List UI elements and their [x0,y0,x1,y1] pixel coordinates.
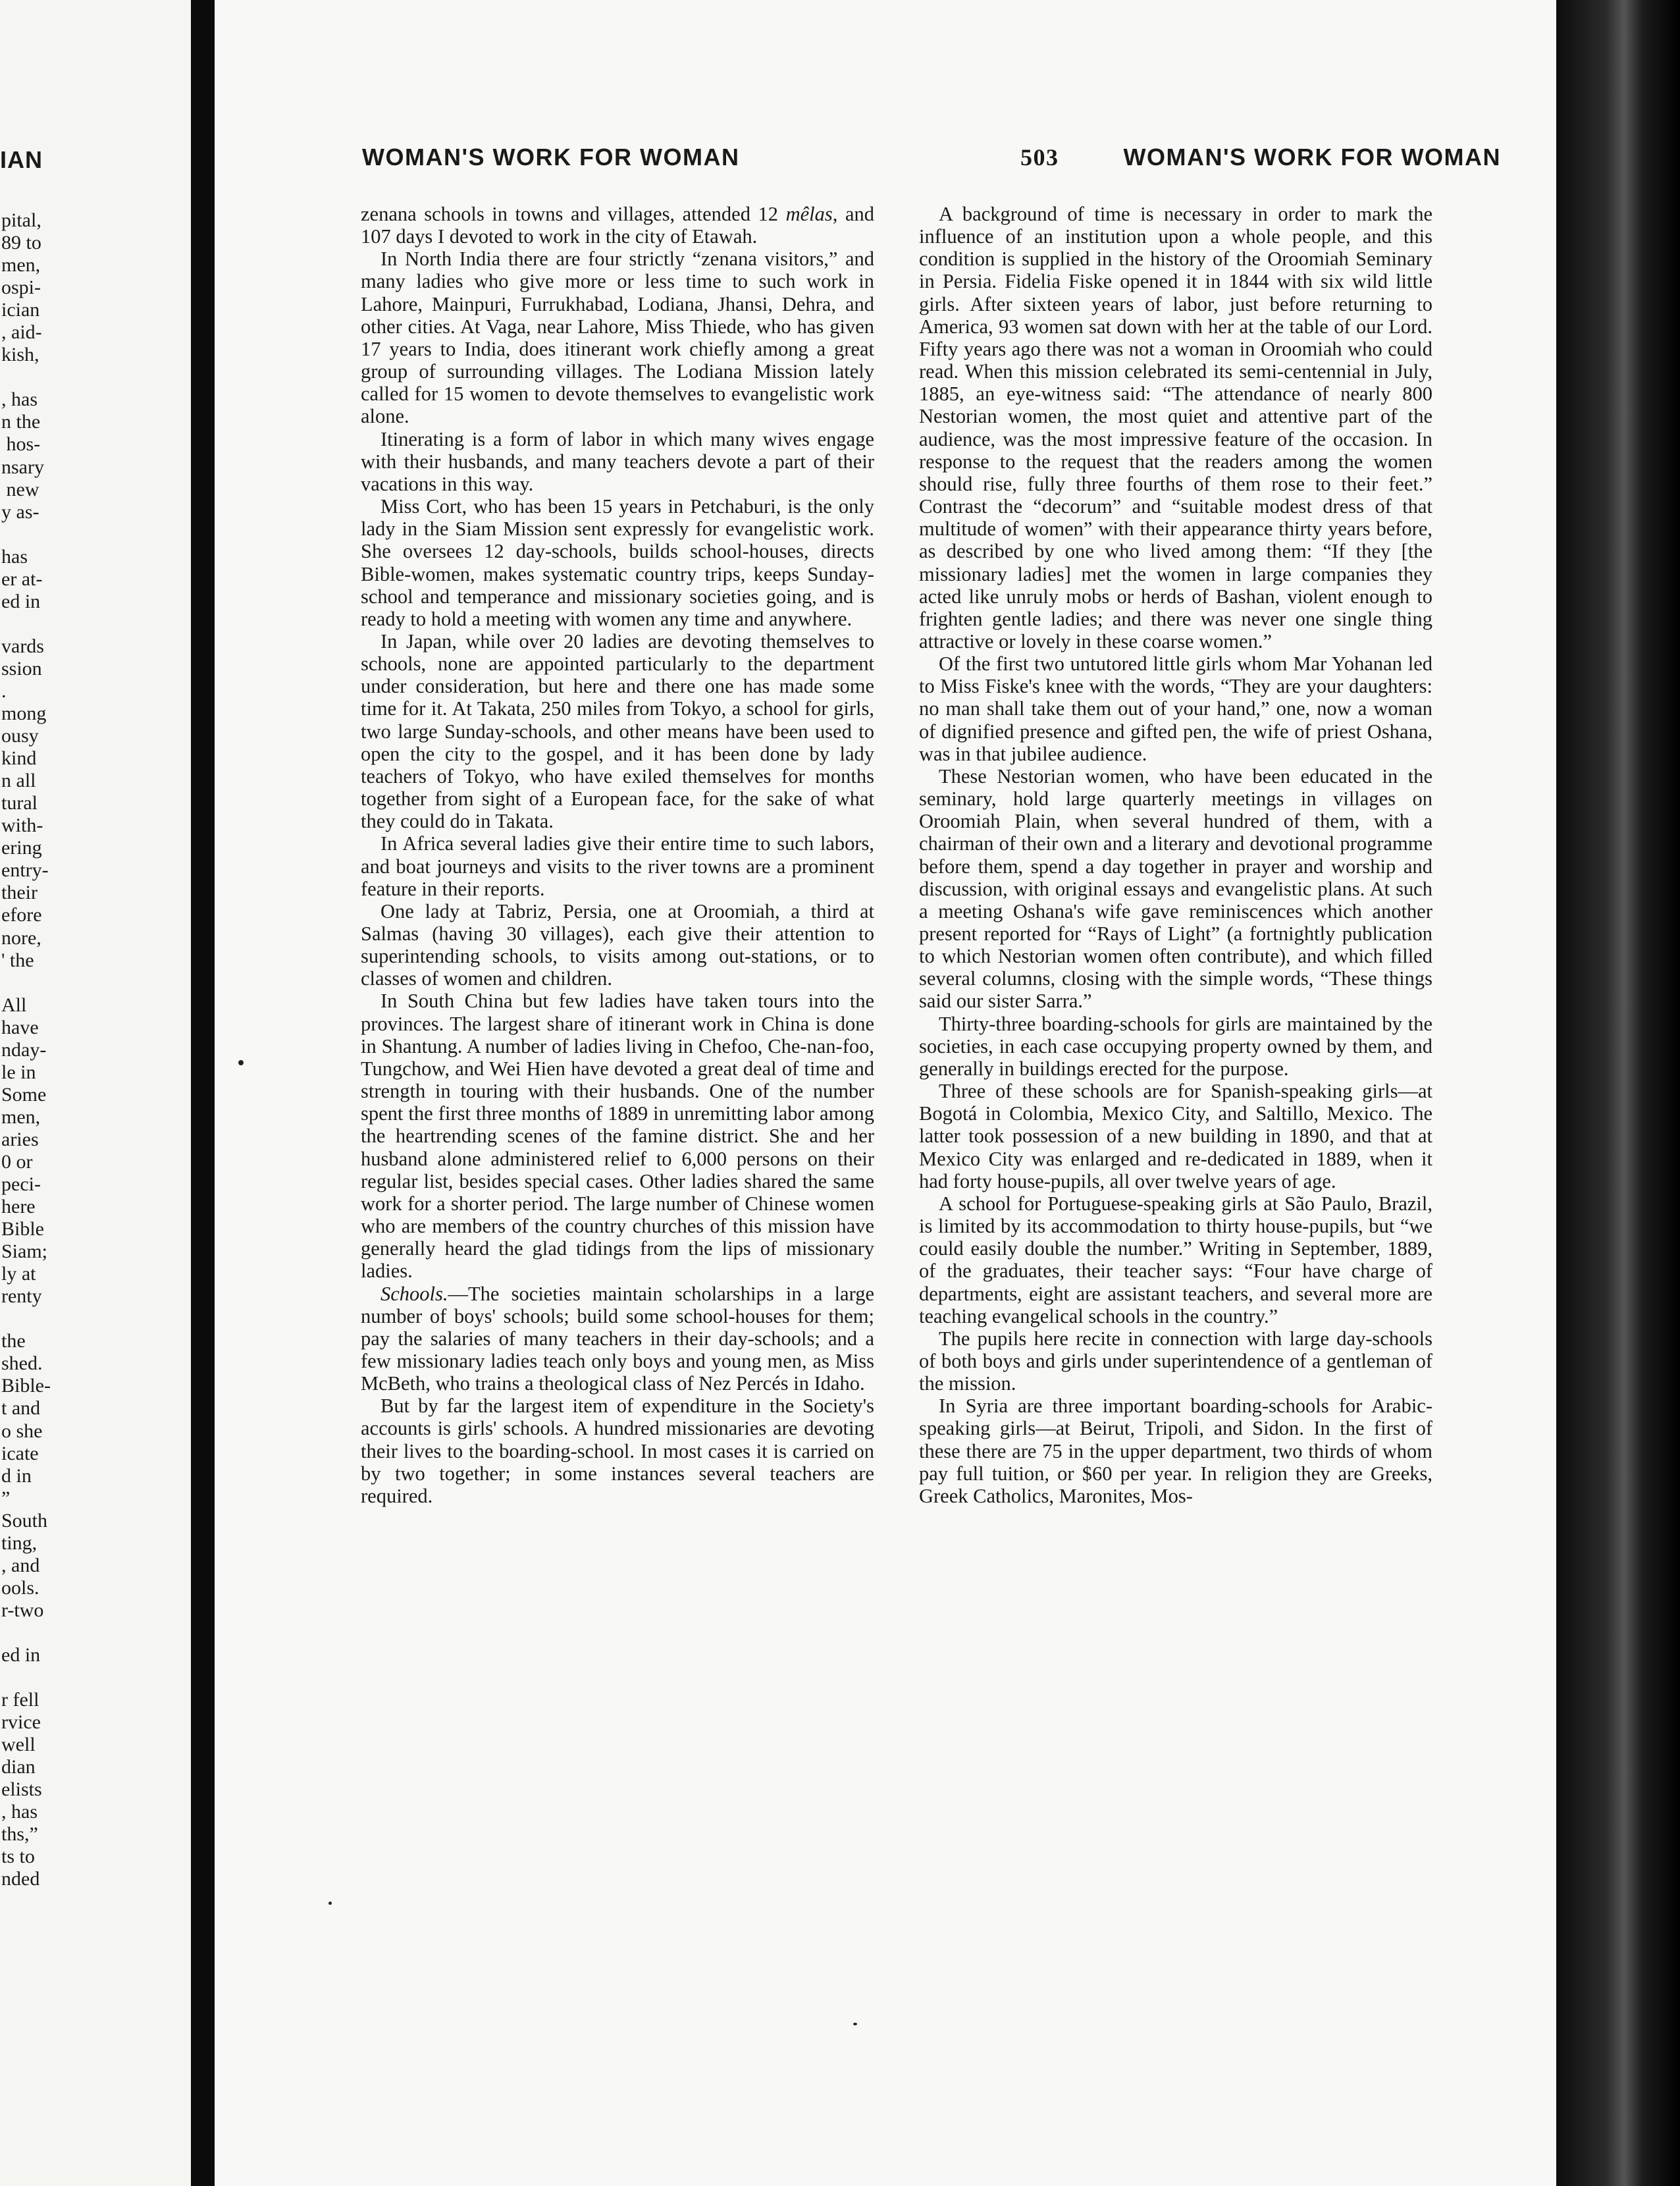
paragraph-text: —The societies maintain scholarships in a large number of boys' schools; build some school-houses for them; pay the salaries of many teachers in their day-schools; and a few missionary ladies teach only boys and young men, as Miss McBeth, who trains a theological class of Nez Percés in Idaho. [361,1282,874,1395]
facing-page-line: , has [1,388,38,411]
facing-page-line: hos- [1,433,41,456]
facing-page-line: ting, [1,1532,38,1554]
facing-page-line [1,1622,51,1644]
facing-page-line: with- [1,814,43,837]
facing-page-line: ly at [1,1263,36,1285]
paragraph: In Syria are three important boarding-schools for Arabic-speaking girls—at Beirut, Tripoli, and Sidon. In the first of these there are 75 in the upper department, two thirds of whom pay full tuition, or $60 per year. In religion they are Greeks, Greek Catholics, Maronites, Mos- [919,1395,1432,1507]
facing-page-line: men, [1,254,41,277]
print-speck [853,2023,857,2025]
facing-page-line: pital, [1,209,41,231]
left-column [361,203,874,1507]
facing-page-line: well [1,1734,36,1756]
facing-page-line: Bible- [1,1375,51,1397]
facing-page-line: vards [1,635,44,657]
paragraph: Miss Cort, who has been 15 years in Petchaburi, is the only lady in the Siam Mission sent expressly for evangelistic work. She oversees 12 day-schools, builds school-houses, directs Bible-women, makes systematic country trips, keeps Sunday-school and temperance and missionary societies going, and is ready to hold a meeting with women any time and anywhere. [361,495,874,630]
facing-page-line: , and [1,1554,40,1576]
paragraph: Three of these schools are for Spanish-speaking girls—at Bogotá in Colombia, Mexico City, and Saltillo, Mexico. The latter took possession of a new building in 1890, and that at Mexico City was enlarged and re-dedicated in 1889, when it had forty house-pupils, all over twelve years of age. [919,1080,1432,1192]
paragraph: A background of time is necessary in order to mark the influence of an institution upon a whole people, and this condition is supplied in the history of the Oroomiah Seminary in Persia. Fidelia Fiske opened it in 1844 with six wild little girls. After sixteen years of labor, just before returning to America, 93 women sat down with her at the table of our Lord. Fifty years ago there was not a woman in Oroomiah who could read. When this mission celebrated its semi-centennial in July, 1885, an eye-witness said: “The attendance of nearly 800 Nestorian women, the most quiet and attentive part of the audience, was the most impressive feature of the occasion. In response to the request that the readers among the women should rise, fully three fourths of them rose to their feet.” Contrast the “decorum” and “suitable modest dress of that multitude of women” with their appearance thirty years before, as described by one who lived among them: “If they [the missionary ladies] met the women in large companies they acted like unruly mobs or herds of Bashan, violent enough to frighten gentle ladies; and there was never one single thing attractive or lovely in these coarse women.” [919,203,1432,653]
facing-page-line: nsary [1,456,44,478]
facing-page-line: n all [1,770,36,792]
facing-page-line: ician [1,299,40,321]
facing-page-line: shed. [1,1352,43,1375]
facing-page-line [1,972,51,994]
facing-page-line: ering [1,837,42,859]
facing-page-line: kish, [1,344,39,366]
paragraph: But by far the largest item of expenditure in the Society's accounts is girls' schools. A hundred missionaries are devoting their lives to the boarding-school. In most cases it is carried on by two together; in some instances several teachers are required. [361,1395,874,1507]
facing-page-line: ' the [1,949,34,971]
facing-page-line: entry- [1,859,49,882]
facing-page-line: nore, [1,926,41,949]
facing-page-line: the [1,1330,26,1352]
facing-page-line: ths,” [1,1823,38,1846]
facing-page-line: kind [1,747,37,770]
paragraph: In South China but few ladies have taken tours into the provinces. The largest share of itinerant work in China is done in Shantung. A number of ladies living in Chefoo, Che-nan-foo, Tungchow, and Wei Hien have devoted a great deal of time and strength in touring with their husbands. One of the number spent the first three months of 1889 in unremitting labor among the heartrending scenes of the famine district. She and her husband alone administered relief to 6,000 persons on their regular list, besides special cases. Other ladies shared the same work for a shorter period. The large number of Chinese women who are members of the country churches of this mission have generally heard the glad tidings from the lips of missionary ladies. [361,990,874,1283]
facing-page-text-fragments [1,209,51,1891]
facing-page-line: ools. [1,1576,39,1599]
paragraph: A school for Portuguese-speaking girls at São Paulo, Brazil, is limited by its accommodation to thirty house-pupils, but “we could easily double the number.” Writing in September, 1889, of the graduates, their teacher says: “Four have charge of departments, eight are assistant teachers, and several more are teaching evangelical schools in the country.” [919,1192,1432,1327]
facing-page-line [1,1666,51,1689]
facing-page-line: dian [1,1756,36,1778]
facing-page-line: aries [1,1128,39,1150]
print-speck [328,1902,332,1905]
running-title-right: WOMAN'S WORK FOR WOMAN [1123,144,1501,171]
facing-page-line: t and [1,1397,41,1420]
facing-page-line: rvice [1,1711,41,1734]
facing-page-running-head: IAN [0,146,43,173]
paragraph: In Africa several ladies give their entire time to such labors, and boat journeys and visits to the river towns are a prominent feature in their reports. [361,832,874,900]
paragraph: The pupils here recite in connection with large day-schools of both boys and girls under superintendence of a gentleman of the mission. [919,1327,1432,1395]
facing-page-line: y as- [1,500,39,523]
paragraph [361,1283,874,1395]
facing-page-line: their [1,882,38,904]
italic-term: Schools. [381,1282,448,1305]
running-title-left: WOMAN'S WORK FOR WOMAN [362,144,740,171]
facing-page-line: has [1,545,28,568]
facing-page-fragment [0,0,191,2186]
page-number: 503 [1020,144,1059,171]
facing-page-line: new [1,478,39,500]
facing-page-line: nded [1,1868,40,1890]
facing-page-line: Bible [1,1218,44,1240]
facing-page-line: er at- [1,568,43,590]
facing-page-line: ssion [1,657,42,680]
facing-page-line: , aid- [1,321,42,344]
facing-page-line [1,523,51,546]
facing-page-line: ousy [1,725,39,747]
facing-page-line: Some [1,1083,47,1106]
print-speck [238,1060,244,1065]
page [215,0,1556,2186]
facing-page-line: All [1,994,27,1016]
facing-page-line: renty [1,1285,42,1308]
facing-page-line: 0 or [1,1150,33,1173]
facing-page-line: d in [1,1464,32,1487]
facing-page-line: r-two [1,1599,44,1621]
facing-page-line: . [1,680,7,702]
running-header [362,144,1501,176]
facing-page-line: o she [1,1420,43,1442]
facing-page-line: men, [1,1106,41,1128]
facing-page-line: here [1,1196,36,1218]
facing-page-line: ” [1,1487,11,1509]
paragraph: In North India there are four strictly “zenana visitors,” and many ladies who give more or less time to such work in Lahore, Mainpuri, Furrukhabad, Lodiana, Jhansi, Dehra, and other cities. At Vaga, near Lahore, Miss Thiede, who has given 17 years to India, does itinerant work chiefly among a great group of surrounding villages. The Lodiana Mission lately called for 15 women to devote themselves to evangelistic work alone. [361,248,874,428]
paragraph [361,203,874,248]
paragraph: One lady at Tabriz, Persia, one at Oroomiah, a third at Salmas (having 30 villages), each give their attention to superintending schools, to visits among out-stations, or to classes of women and children. [361,899,874,990]
facing-page-line: ospi- [1,277,41,299]
facing-page-line: South [1,1509,48,1532]
facing-page-line: nday- [1,1038,47,1061]
facing-page-line: efore [1,904,42,926]
right-column [919,203,1432,1507]
paragraph: Thirty-three boarding-schools for girls are maintained by the societies, in each case occupying property owned by them, and generally in buildings erected for the purpose. [919,1012,1432,1080]
paragraph: Of the first two untutored little girls whom Mar Yohanan led to Miss Fiske's knee with the words, “They are your daughters: no man shall take them out of your hand,” one, now a woman of dignified presence and gifted pen, the wife of priest Oshana, was in that jubilee audience. [919,653,1432,765]
facing-page-line: icate [1,1442,39,1464]
facing-page-line: r fell [1,1689,39,1711]
facing-page-line: ed in [1,590,41,612]
italic-term: mêlas [785,203,833,225]
facing-page-line [1,1308,51,1330]
paragraph-text: , and 107 days I devoted to work in the city of Etawah. [361,203,874,248]
facing-page-line [1,613,51,635]
facing-page-line: tural [1,792,38,814]
paragraph: These Nestorian women, who have been educated in the seminary, hold large quarterly meetings in villages on Oroomiah Plain, when several hundred of them, with a chairman of their own and a literary and devotional programme before them, spend a day together in prayer and worship and discussion, with original essays and evangelistic plans. At such a meeting Oshana's wife gave reminiscences which another present reported for “Rays of Light” (a fortnightly publication to which Nestorian women often contribute), and which filled several columns, closing with the simple words, “These things said our sister Sarra.” [919,764,1432,1013]
facing-page-line: elists [1,1778,42,1801]
facing-page-line: le in [1,1061,36,1083]
facing-page-line: Siam; [1,1240,48,1263]
page-gutter [191,0,215,2186]
paragraph: In Japan, while over 20 ladies are devoting themselves to schools, none are appointed particularly to the department under consideration, but here and there one has made some time for it. At Takata, 250 miles from Tokyo, a school for girls, two large Sunday-schools, and other means have been used to open the city to the gospel, and it has been done by lady teachers of Tokyo, who have exiled themselves for months together from sight of a European face, for the sake of what they could do in Takata. [361,629,874,833]
facing-page-line: have [1,1016,39,1038]
facing-page-line: , has [1,1801,38,1823]
facing-page-line [1,366,51,388]
facing-page-line: ed in [1,1644,41,1666]
facing-page-line: peci- [1,1173,41,1196]
paragraph-text: zenana schools in towns and villages, attended 12 [361,203,786,225]
facing-page-line: ts to [1,1846,35,1868]
paragraph: Itinerating is a form of labor in which many wives engage with their husbands, and many teachers devote a part of their vacations in this way. [361,427,874,495]
facing-page-line: 89 to [1,232,41,254]
facing-page-line: n the [1,411,41,433]
facing-page-line: mong [1,703,47,725]
book-binding-edge [1556,0,1680,2186]
